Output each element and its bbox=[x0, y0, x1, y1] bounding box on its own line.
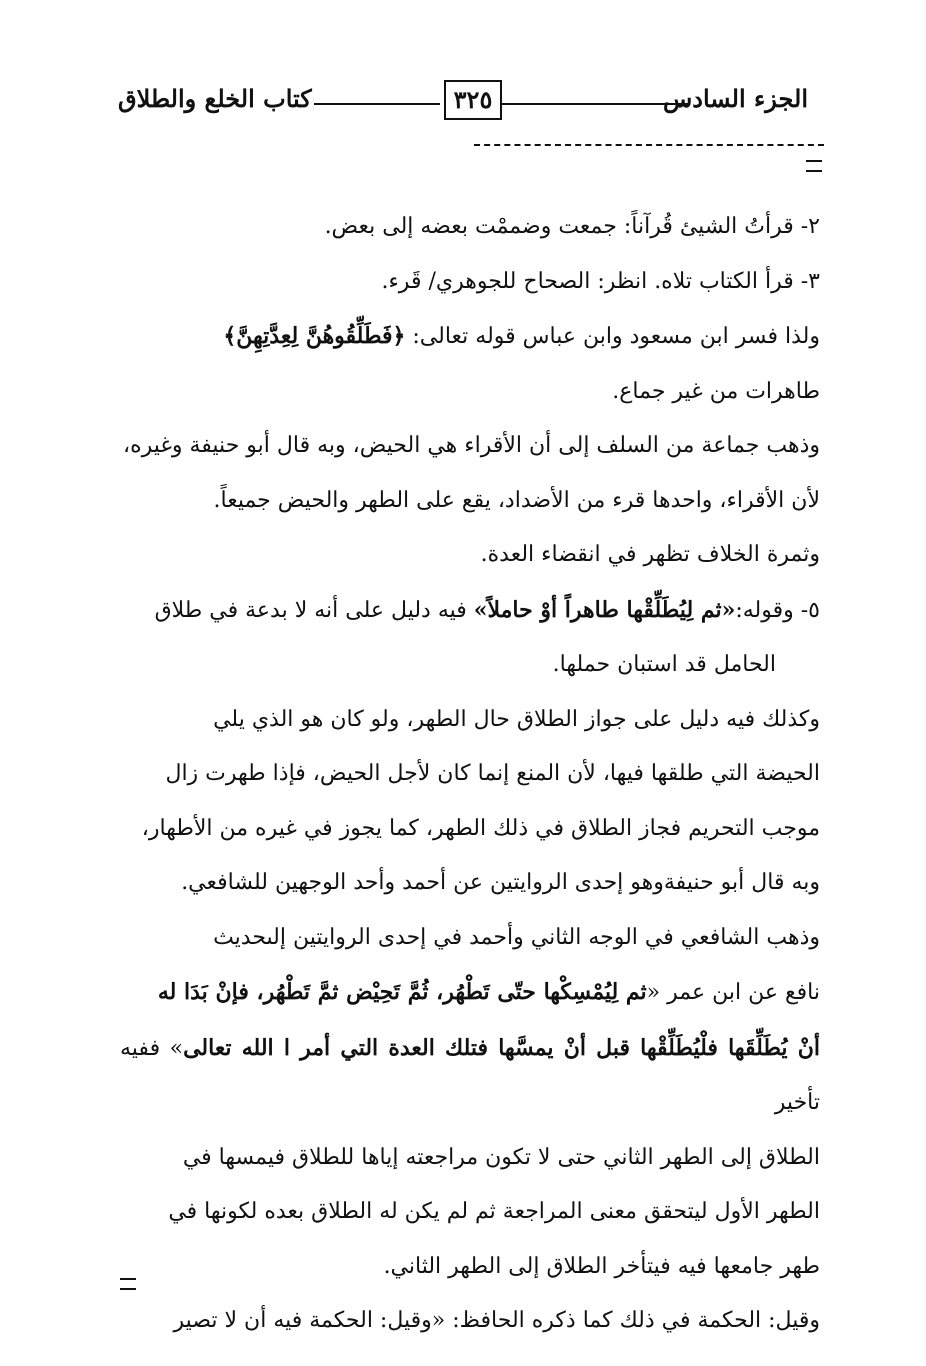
line-13: وبه قال أبو حنيفةوهو إحدى الروايتين عن أحمد وأحد الوجهين للشافعي. bbox=[181, 870, 820, 895]
hadith-quote-2b: أنْ يُطَلِّقَها فلْيُطَلِّقْها قبل أنْ يمسَّها فتلك العدة التي أمر ا الله تعالى bbox=[183, 1034, 820, 1061]
line-08-text: فيه دليل على أنه لا بدعة في طلاق bbox=[154, 597, 474, 623]
line-04: طاهرات من غير جماع. bbox=[612, 378, 820, 404]
line-14: وذهب الشافعي في الوجه الثاني وأحمد في إحدى الروايتين إلىحديث bbox=[213, 924, 820, 950]
body-text bbox=[120, 200, 820, 1349]
line-03-text: ولذا فسر ابن مسعود وابن عباس قوله تعالى: bbox=[405, 324, 820, 349]
book-title: كتاب الخلع والطلاق bbox=[118, 84, 312, 113]
footnote-separator bbox=[474, 144, 824, 146]
continuation-mark-bottom bbox=[120, 1278, 136, 1290]
line-17: الطلاق إلى الطهر الثاني حتى لا تكون مراجعته إياها للطلاق فيمسها في bbox=[182, 1144, 820, 1170]
continuation-mark-top bbox=[806, 160, 822, 172]
line-10: وكذلك فيه دليل على جواز الطلاق حال الطهر، ولو كان هو الذي يلي bbox=[213, 706, 820, 732]
line-06: لأن الأقراء، واحدها قرء من الأضداد، يقع على الطهر والحيض جميعاً. bbox=[213, 487, 820, 513]
line-09: الحامل قد استبان حملها. bbox=[552, 652, 776, 677]
part-label: الجزء السادس bbox=[662, 84, 808, 113]
line-15 bbox=[120, 965, 820, 1021]
header-rule-left bbox=[314, 103, 440, 105]
line-08 bbox=[120, 583, 820, 639]
item-5-label: ٥- وقوله: bbox=[735, 597, 820, 623]
line-03 bbox=[120, 309, 820, 365]
line-18: الطهر الأول ليتحقق معنى المراجعة ثم لم يكن له الطلاق بعده لكونها في bbox=[168, 1199, 820, 1224]
line-05: وذهب جماعة من السلف إلى أن الأقراء هي الحيض، وبه قال أبو حنيفة وغيره، bbox=[122, 433, 820, 458]
line-16 bbox=[120, 1021, 820, 1131]
line-12: موجب التحريم فجاز الطلاق في ذلك الطهر، كما يجوز في غيره من الأطهار، bbox=[141, 815, 820, 841]
line-07: وثمرة الخلاف تظهر في انقضاء العدة. bbox=[480, 542, 820, 567]
header-rule-right bbox=[502, 103, 688, 105]
quran-quote: ﴿فَطَلِّقُوهُنَّ لِعِدَّتِهِنَّ﴾ bbox=[223, 323, 406, 349]
line-11: الحيضة التي طلقها فيها، لأن المنع إنما كان لأجل الحيض، فإذا طهرت زال bbox=[165, 761, 820, 786]
line-20: وقيل: الحكمة في ذلك كما ذكره الحافظ: «وقيل: الحكمة فيه أن لا تصير bbox=[173, 1308, 820, 1333]
line-16-text: » ففيه تأخير bbox=[120, 1035, 820, 1115]
line-19: طهر جامعها فيه فيتأخر الطلاق إلى الطهر الثاني. bbox=[383, 1253, 820, 1279]
hadith-quote-1: «ثم لِيُطَلِّقْها طاهراً أوْ حاملاً» bbox=[473, 596, 736, 623]
page-header bbox=[118, 76, 808, 124]
hadith-quote-2a: ثم لِيُمْسِكْها حتّى تَطْهُر، ثُمَّ تَحِيْض ثمَّ تَطْهُر، فإنْ بَدَا له bbox=[157, 979, 647, 1005]
line-15-text: نافع عن ابن عمر « bbox=[646, 980, 820, 1005]
line-02: ٣- قرأ الكتاب تلاه. انظر: الصحاح للجوهري/ قَرء. bbox=[381, 268, 820, 294]
line-01: ٢- قرأتُ الشيئ قُرآناً: جمعت وضممْت بعضه إلى بعض. bbox=[324, 214, 820, 239]
page-number: ٣٢٥ bbox=[444, 80, 502, 120]
